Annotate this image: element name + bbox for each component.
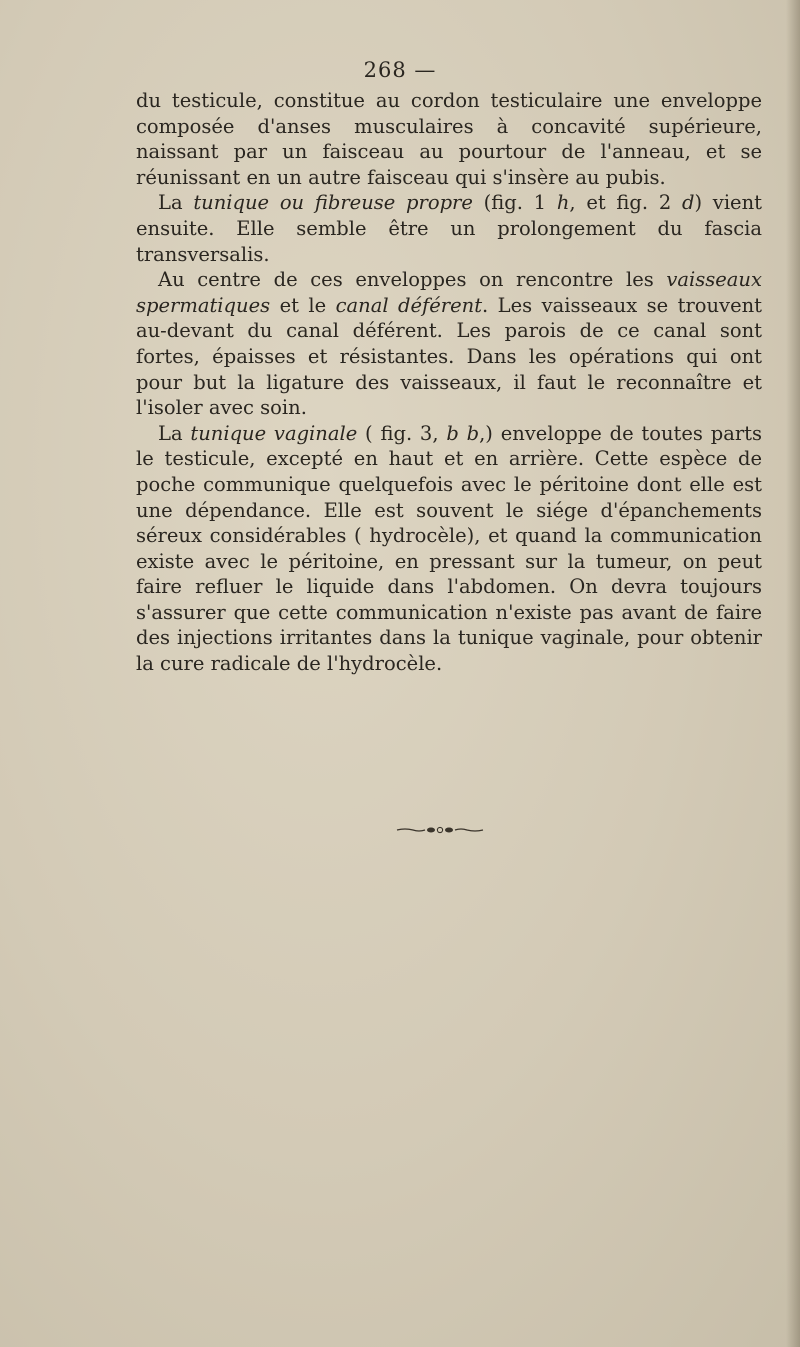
text-run: . Les vaisseaux se trouvent au-devant du canal déférent. Les parois de ce canal sont fortes, épaisses et résistantes. Dans les opérations qui ont pour but la ligature des vaisseaux, il faut le reconnaître et l'isoler avec soin. bbox=[136, 293, 763, 420]
italic-term: canal déférent bbox=[335, 293, 483, 317]
text-run: ) vient ensuite. Elle semble être un prolongement du fascia transversalis. bbox=[136, 191, 762, 266]
italic-term: h bbox=[556, 191, 570, 215]
italic-term: tunique ou fibreuse propre bbox=[193, 191, 473, 215]
tailpiece-ornament-icon bbox=[395, 825, 485, 835]
body-text bbox=[136, 88, 762, 677]
text-run: La bbox=[158, 421, 191, 445]
text-run: ,) enveloppe de toutes parts le testicule, excepté en haut et en arrière. Cette espèce de poche communique quelquefois avec le péritoine dont elle est une dépendance. Elle est souvent le siége d'épanchements séreux considérables ( hydrocèle), et quand la communication existe avec le péritoine, en pressant sur la tumeur, on peut faire refluer le liquide dans l'abdomen. On devra toujours s'assurer que cette communication n'existe pas avant de faire des injections irritantes dans la tunique vaginale, pour obtenir la cure radicale de l'hydrocèle. bbox=[136, 421, 763, 676]
page-number: 268 — bbox=[363, 58, 437, 82]
text-run: , et fig. 2 bbox=[569, 191, 682, 215]
paragraph-2 bbox=[136, 190, 762, 267]
paragraph-4 bbox=[136, 421, 762, 677]
text-run: ( fig. 3, bbox=[357, 421, 447, 445]
italic-term: vaisseaux spermatiques bbox=[136, 268, 762, 317]
text-run: du testicule, constitue au cordon testiculaire une enveloppe composée d'anses musculaires à concavité supérieure, naissant par un faisceau au pourtour de l'anneau, et se réunissant en un autre faisceau qui s'insère au pubis. bbox=[136, 89, 762, 189]
text-run: La bbox=[158, 191, 194, 215]
italic-term: tunique vaginale bbox=[190, 421, 358, 445]
text-run: et le bbox=[270, 293, 336, 317]
italic-term: d bbox=[681, 191, 695, 215]
italic-term: b b bbox=[446, 421, 480, 445]
paragraph-1 bbox=[136, 88, 762, 190]
paragraph-3 bbox=[136, 267, 762, 421]
text-run: (fig. 1 bbox=[472, 191, 557, 215]
text-run: Au centre de ces enveloppes on rencontre les bbox=[158, 268, 667, 292]
